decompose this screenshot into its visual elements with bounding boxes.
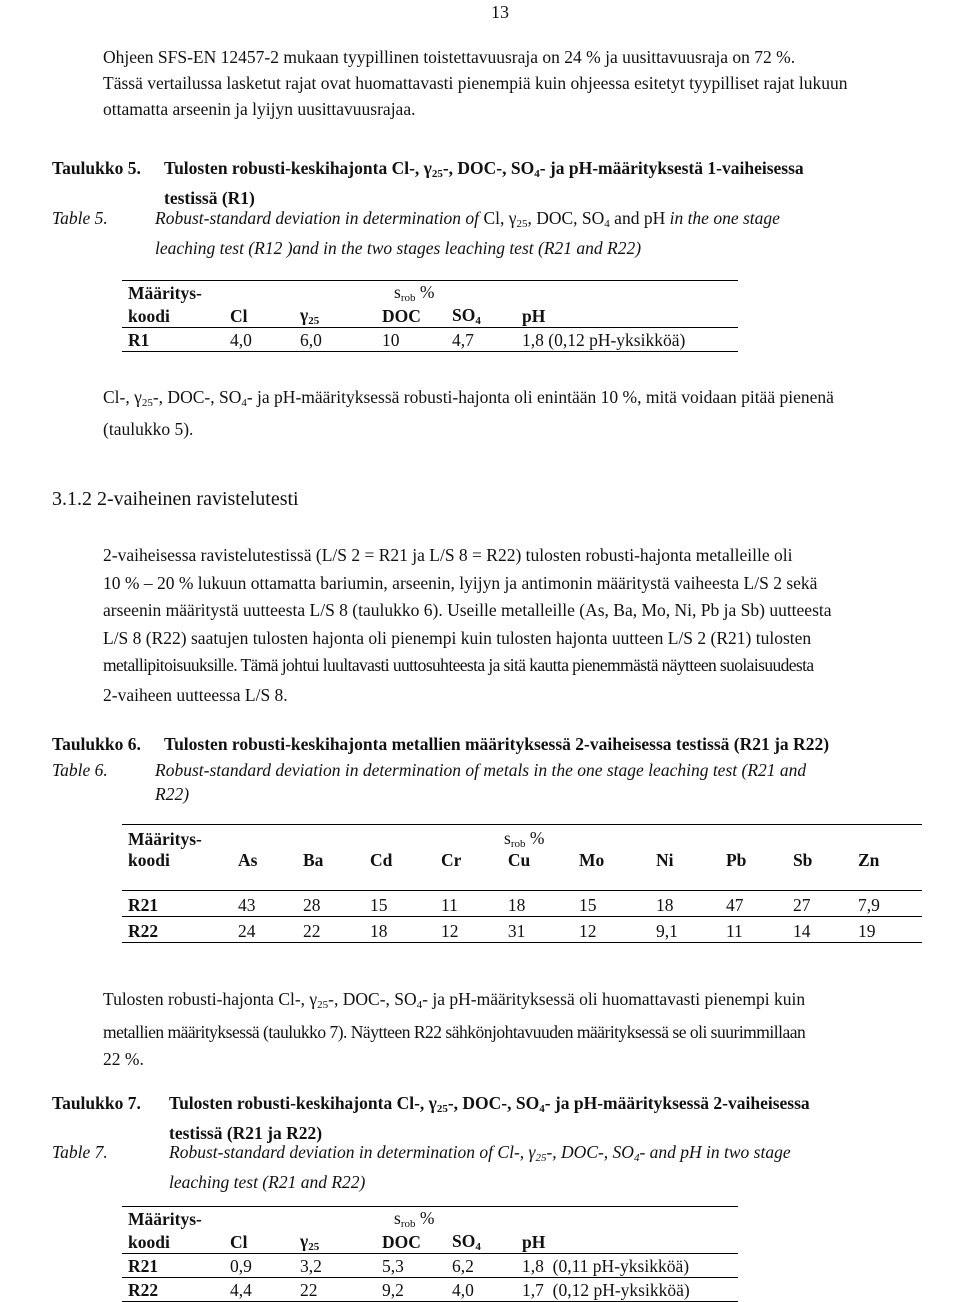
table7 <box>122 1206 738 1302</box>
table6-col: Zn <box>852 850 922 891</box>
table5-col-gamma: $\gamma_{25}$ <box>294 304 376 328</box>
table7-col-so4: $SO_4$ <box>446 1230 516 1254</box>
paragraph-2 <box>103 384 960 442</box>
table6-cell: 18 <box>364 917 435 943</box>
table7-cell: 9,2 <box>376 1278 446 1302</box>
table6-cell: 11 <box>435 891 502 917</box>
table6-header-srob: $s_{rob}$ % <box>232 825 922 851</box>
table7-cell: 4,4 <box>224 1278 294 1302</box>
paragraph-3 <box>103 542 960 709</box>
paragraph-3-line: L/S 8 (R22) saatujen tulosten hajonta oli pienempi kuin tulosten hajonta uutteen L/S 2 (R21) tulosten <box>103 627 812 648</box>
table-row <box>122 1278 738 1302</box>
table7-cell: 3,2 <box>294 1254 376 1278</box>
table6-cell: 11 <box>720 917 787 943</box>
table5-header-code1: Määritys- <box>122 281 224 305</box>
table-row <box>122 328 738 352</box>
table7-cell: 1,7 (0,12 pH-yksikköä) <box>516 1278 738 1302</box>
table5-cell: 4,0 <box>224 328 294 352</box>
table5-col-ph: pH <box>516 304 738 328</box>
table7-cell: 5,3 <box>376 1254 446 1278</box>
table5-col-so4: $SO_4$ <box>446 304 516 328</box>
table6-cell: 43 <box>232 891 297 917</box>
intro-line-2: Tässä vertailussa lasketut rajat ovat huomattavasti pienempiä kuin ohjeessa esitetyt tyypilliset rajat lukuun <box>103 73 848 93</box>
paragraph-3-line: 2-vaiheisessa ravistelutestissä (L/S 2 = R21 ja L/S 8 = R22) tulosten robusti-hajonta metalleille oli <box>103 545 793 565</box>
table7-cell: R21 <box>122 1254 224 1278</box>
table7-caption-fi-text: Tulosten robusti-keskihajonta Cl-, $\gamma_{25}-$, DOC-, $SO_4-$ ja pH-määrityksessä 2-vaiheisessa testissä (R21 ja R22) <box>169 1093 810 1143</box>
table6-col: Cu <box>502 850 573 891</box>
paragraph-3-line: metallipitoisuuksille. Tämä johtui luultavasti uuttosuhteesta ja sitä kautta pienemmästä näytteen suolaisuudesta <box>103 655 814 675</box>
table5-col-doc: DOC <box>376 304 446 328</box>
table5-label-fi: Taulukko 5. <box>52 158 141 178</box>
paragraph-4-line-1: Tulosten robusti-hajonta Cl-, $\gamma_{25}-$, DOC-, $SO_4-$ ja pH-määrityksessä oli huomattavasti pienempi kuin <box>103 989 806 1011</box>
table7-cell: 22 <box>294 1278 376 1302</box>
paragraph-3-line: 2-vaiheen uutteessa L/S 8. <box>103 684 288 705</box>
table5 <box>122 280 738 352</box>
table7-col-cl: Cl <box>224 1230 294 1254</box>
paragraph-4-line-3: 22 %. <box>103 1049 144 1069</box>
table5-cell: 10 <box>376 328 446 352</box>
table6-cell: 7,9 <box>852 891 922 917</box>
table6-col: Cr <box>435 850 502 891</box>
table6-header-code2: koodi <box>122 850 232 891</box>
table6-caption-en-text: Robust-standard deviation in determination of metals in the one stage leaching test (R21 and R22) <box>155 760 807 804</box>
table6-cell: 47 <box>720 891 787 917</box>
table5-caption-fi-text: Tulosten robusti-keskihajonta Cl-, $\gamma_{25}-$, DOC-, $SO_4-$ ja pH-määrityksestä 1-vaiheisessa testissä (R1) <box>164 158 804 208</box>
paragraph-2-line-2: (taulukko 5). <box>103 419 194 439</box>
table6-cell: 31 <box>502 917 573 943</box>
paragraph-2-line-1: Cl-, $\gamma_{25}-$, DOC-, $SO_4-$ ja pH-määrityksessä robusti-hajonta oli enintään 10 %, mitä voidaan pitää pienenä <box>103 387 834 409</box>
table6-col: Sb <box>787 850 852 891</box>
table6-cell: 18 <box>502 891 573 917</box>
table6-col: As <box>232 850 297 891</box>
intro-line-1: Ohjeen SFS-EN 12457-2 mukaan tyypillinen toistettavuusraja on 24 % ja uusittavuusraja on 72 %. <box>103 47 796 67</box>
table5-cell: 6,0 <box>294 328 376 352</box>
table7-header-srob: $s_{rob}$ % <box>224 1207 738 1231</box>
table6-col: Cd <box>364 850 435 891</box>
paragraph-4-line-2: metallien määrityksessä (taulukko 7). Näytteen R22 sähkönjohtavuuden määrityksessä se oli suurimmillaan <box>103 1022 806 1042</box>
table7-cell: R22 <box>122 1278 224 1302</box>
table6-cell: R21 <box>122 891 232 917</box>
table7-header-code1: Määritys- <box>122 1207 224 1231</box>
section-heading: 3.1.2 2-vaiheinen ravistelutesti <box>52 488 299 510</box>
table6-cell: 14 <box>787 917 852 943</box>
table6-cell: 19 <box>852 917 922 943</box>
table5-header-srob: $s_{rob}$ % <box>224 281 738 305</box>
table7-cell: 0,9 <box>224 1254 294 1278</box>
table6-cell: 22 <box>297 917 364 943</box>
table7-cell: 4,0 <box>446 1278 516 1302</box>
table6-cell: 27 <box>787 891 852 917</box>
table-row <box>122 891 922 917</box>
table7-col-doc: DOC <box>376 1230 446 1254</box>
table6-cell: 15 <box>364 891 435 917</box>
table6-col: Pb <box>720 850 787 891</box>
table6-cell: 12 <box>573 917 650 943</box>
table5-caption-en-text: Robust-standard deviation in determination of Cl, $\gamma_{25}$, DOC, $SO_4$ and pH in the one stage leaching test (R12 )and in the two stages leaching test (R21 and R22) <box>155 208 780 258</box>
table5-label-en: Table 5. <box>52 208 108 228</box>
table7-header-code2: koodi <box>122 1230 224 1254</box>
table6-caption-fi-text: Tulosten robusti-keskihajonta metallien määrityksessä 2-vaiheisessa testissä (R21 ja R22) <box>164 734 830 754</box>
table5-col-cl: Cl <box>224 304 294 328</box>
paragraph-3-line: 10 % – 20 % lukuun ottamatta bariumin, arseenin, lyijyn ja antimonin määritystä vaiheesta L/S 2 sekä <box>103 572 818 593</box>
table5-cell: 4,7 <box>446 328 516 352</box>
paragraph-3-line: arseenin määritystä uutteesta L/S 8 (taulukko 6). Useille metalleille (As, Ba, Mo, Ni, Pb ja Sb) uutteesta <box>103 600 832 620</box>
table6-cell: 18 <box>650 891 720 917</box>
table7-col-ph: pH <box>516 1230 738 1254</box>
table7-cell: 6,2 <box>446 1254 516 1278</box>
table-row <box>122 917 922 943</box>
table7-label-fi: Taulukko 7. <box>52 1093 141 1113</box>
intro-paragraph <box>103 44 960 122</box>
intro-line-3: ottamatta arseenin ja lyijyn uusittavuusrajaa. <box>103 99 416 119</box>
table6-cell: 12 <box>435 917 502 943</box>
table6-header-code1: Määritys- <box>122 825 232 851</box>
table5-header-code2: koodi <box>122 304 224 328</box>
table5-cell: 1,8 (0,12 pH-yksikköä) <box>516 328 738 352</box>
table-row <box>122 1254 738 1278</box>
table6-col: Ba <box>297 850 364 891</box>
table6-cell: R22 <box>122 917 232 943</box>
table6-label-fi: Taulukko 6. <box>52 734 141 754</box>
table6-cell: 9,1 <box>650 917 720 943</box>
table6-cell: 24 <box>232 917 297 943</box>
table7-label-en: Table 7. <box>52 1142 108 1162</box>
table7-cell: 1,8 (0,11 pH-yksikköä) <box>516 1254 738 1278</box>
table6 <box>122 824 922 943</box>
table6-label-en: Table 6. <box>52 760 108 780</box>
page-number: 13 <box>491 2 509 22</box>
table6-col: Ni <box>650 850 720 891</box>
table6-col: Mo <box>573 850 650 891</box>
table7-caption-en-text: Robust-standard deviation in determination of Cl-, $\gamma_{25}-$, DOC-, $SO_4-$ and pH in two stage leaching test (R21 and R22) <box>169 1142 791 1192</box>
table5-cell: R1 <box>122 328 224 352</box>
table7-col-gamma: $\gamma_{25}$ <box>294 1230 376 1254</box>
paragraph-4 <box>103 986 960 1073</box>
table6-cell: 15 <box>573 891 650 917</box>
table6-cell: 28 <box>297 891 364 917</box>
